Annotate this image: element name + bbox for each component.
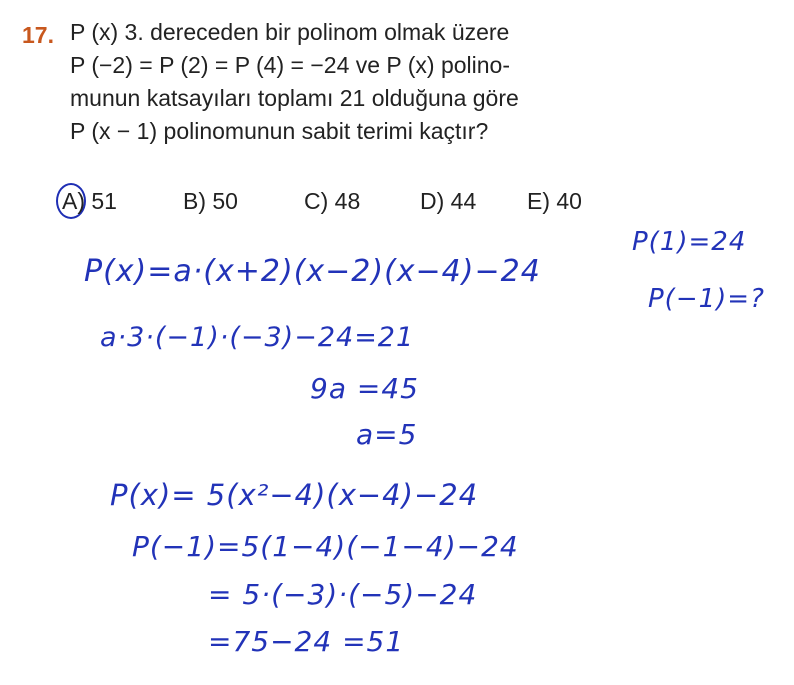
option-d[interactable]: D) 44 [420, 188, 477, 214]
question-line-2: P (−2) = P (2) = P (4) = −24 ve P (x) polino- [70, 52, 510, 78]
side-note-p1: P(1)=24 [632, 227, 747, 257]
question-number: 17. [22, 22, 54, 48]
solution-step-4: a=5 [356, 418, 418, 451]
solution-step-2: a·3·(−1)·(−3)−24=21 [100, 322, 415, 353]
solution-step-5: P(x)= 5(x²−4)(x−4)−24 [110, 478, 479, 512]
solution-step-3: 9a =45 [310, 372, 419, 405]
question-line-4: P (x − 1) polinomunun sabit terimi kaçtır? [70, 118, 489, 144]
question-line-1: P (x) 3. dereceden bir polinom olmak üzere [70, 19, 510, 45]
solution-step-6: P(−1)=5(1−4)(−1−4)−24 [132, 530, 519, 563]
side-note-pminus1: P(−1)=? [648, 284, 765, 314]
option-c[interactable]: C) 48 [304, 188, 361, 214]
option-a[interactable]: A) 51 [62, 188, 117, 214]
solution-step-8: =75−24 =51 [208, 625, 405, 658]
solution-step-7: = 5·(−3)·(−5)−24 [208, 578, 478, 611]
solution-step-1: P(x)=a·(x+2)(x−2)(x−4)−24 [84, 254, 541, 289]
question-line-3: munun katsayıları toplamı 21 olduğuna göre [70, 85, 519, 111]
option-e[interactable]: E) 40 [527, 188, 582, 214]
option-b[interactable]: B) 50 [183, 188, 238, 214]
